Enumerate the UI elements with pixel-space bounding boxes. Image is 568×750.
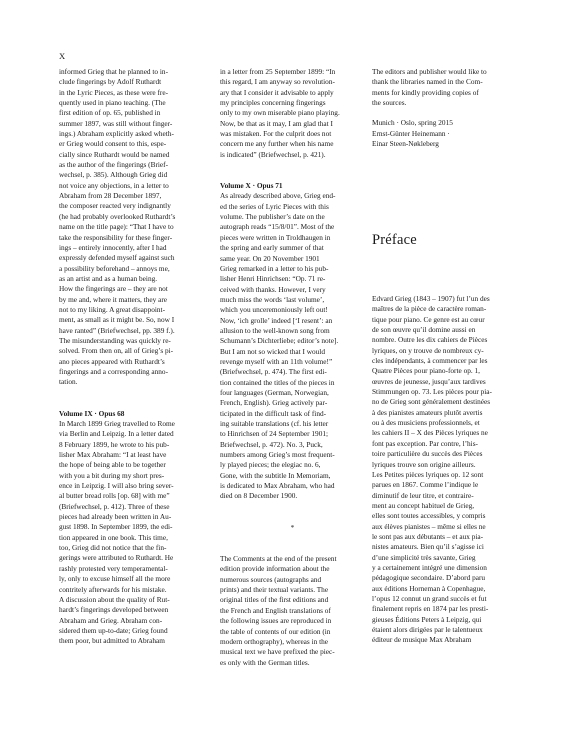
preface-title: Préface [372, 232, 417, 248]
text-line: ano pieces appeared with Ruthardt’s [59, 356, 165, 366]
text-line: The editors and publisher would like to [372, 67, 487, 76]
text-line: my principles concerning fingerings [220, 98, 326, 108]
text-line: Stimmungen op. 73. Les pièces pour pia- [372, 387, 492, 397]
text-line: quently used in piano teaching. (The [59, 98, 166, 108]
text-line: cially since Ruthardt would be named [59, 149, 170, 159]
text-line: contritely afterwards for his mistake. [59, 584, 167, 594]
text-line: finalement repris en 1874 par les presti- [372, 604, 489, 614]
text-line: name on the title page): “That I have to [59, 222, 174, 232]
text-line: modern orthography), whereas in the [220, 636, 328, 646]
text-line: not to my liking. A great disappoint- [59, 304, 166, 314]
column-1 [59, 67, 215, 647]
text-line: fingerings and a corresponding anno- [59, 366, 169, 376]
text-line: them poor, but admitted to Abraham [59, 636, 165, 646]
text-line: which you unceremoniously left out! [220, 305, 328, 315]
text-line: à des pianistes amateurs plutôt avertis [372, 407, 483, 417]
text-line: parues en 1867. Comme l’indique le [372, 480, 479, 490]
text-line: aux élèves pianistes – même si elles ne [372, 521, 486, 531]
text-line: cles indépendants, à commencer par les [372, 356, 488, 366]
text-line: lyriques, on y trouve de nombreux cy- [372, 345, 484, 355]
text-line: ings – entirely innocently, after I had [59, 242, 167, 252]
col1-paragraph-2 [59, 419, 215, 647]
text-line: the spring and early summer of that [220, 243, 324, 253]
text-line: Grieg remarked in a letter to his pub- [220, 263, 329, 273]
text-line: lyriques trouve son origine ailleurs. [372, 459, 476, 469]
text-line: ticipated in the difficult task of find- [220, 408, 327, 418]
text-line: font pas exception. Par contre, l’his- [372, 438, 478, 448]
text-line: musical text we have prefixed the piec- [220, 647, 335, 657]
text-line: ings.) Abraham explicitly asked wheth- [59, 129, 174, 139]
text-line: Einar Steen-Nøkleberg [372, 139, 439, 149]
text-line: clude fingerings by Adolf Ruthardt [59, 77, 162, 87]
text-line: maîtres de la pièce de caractère roman- [372, 304, 487, 314]
text-line: Gone, with the subtitle In Memoriam, [220, 470, 331, 480]
text-line: pieces had already been written in Au- [59, 512, 172, 522]
text-line: étaient alors dirigées par le talentueux [372, 625, 483, 634]
text-line: A discussion about the quality of Rut- [59, 594, 170, 604]
text-line: tion contained the titles of the pieces in [220, 377, 335, 387]
preface-paragraph [372, 294, 512, 646]
text-line: hardt’s fingerings developed between [59, 605, 169, 615]
text-line: the sources. [372, 98, 407, 108]
text-line: de son œuvre qu’il domine aussi en [372, 325, 476, 335]
text-line: the composer reacted very indignantly [59, 201, 171, 211]
text-line: 8 February 1899, he wrote to his pub- [59, 439, 170, 449]
col1-section-heading: Volume IX · Opus 68 [59, 408, 125, 418]
text-line: al butter bread rolls [op. 68] with me” [59, 491, 170, 501]
col2-paragraph-1 [220, 67, 365, 160]
column-3-top [372, 67, 512, 149]
text-line: first edition of op. 65, published in [59, 108, 161, 118]
text-line: no de Grieg sont généralement destinées [372, 397, 491, 407]
text-line: as the author of the fingerings (Brief- [59, 160, 169, 170]
text-line: lisher Max Abraham: “I at least have [59, 450, 167, 460]
text-line: diminutif de leur titre, et contraire- [372, 490, 474, 500]
text-line: prints) and their textual variants. The [220, 585, 329, 595]
text-line: much miss the words ‘last volume’, [220, 294, 325, 304]
text-line: les cahiers II – X des Pièces lyriques ne [372, 428, 488, 438]
col2-paragraph-2 [220, 191, 365, 501]
text-line: ary that I consider it advisable to apply [220, 87, 334, 97]
text-line: gieuses Éditions Peters à Leipzig, qui [372, 614, 482, 624]
text-line: toire particulière du succès des Pièces [372, 449, 483, 459]
text-line: Ernst-Günter Heinemann · [372, 128, 450, 138]
text-line: tion appeared in one book. This time, [59, 532, 168, 542]
text-line: tique pour piano. Ce genre est au cœur [372, 314, 485, 324]
text-line: to Hinrichsen of 24 September 1901; [220, 429, 329, 439]
text-line: l’opus 12 connut un grand succès et fut [372, 593, 487, 603]
text-line: Munich · Oslo, spring 2015 [372, 118, 453, 128]
text-line: as an artist and as a human being. [59, 273, 158, 283]
text-line: not voice any objections, in a letter to [59, 180, 169, 190]
text-line: ing suitable translations (cf. his letter [220, 419, 329, 428]
text-line: ence in Leipzig. I will also bring sever- [59, 481, 174, 491]
text-line: expressly defended myself against such [59, 253, 175, 263]
text-line: allusion to the well-known song from [220, 325, 330, 335]
section-divider-asterisk: * [290, 522, 295, 532]
text-line: same year. On 20 November 1901 [220, 253, 320, 263]
text-line: (he had probably overlooked Ruthardt’s [59, 211, 176, 221]
text-line: the following issues are reproduced in [220, 616, 332, 626]
text-line: is indicated” (Briefwechsel, p. 421). [220, 149, 326, 159]
text-line: But I am not so wicked that I would [220, 346, 325, 356]
text-line: ed the series of Lyric Pieces with this [220, 201, 329, 211]
text-line: éditeur de musique Max Abraham [372, 635, 472, 645]
text-line: ly played pieces; the elegiac no. 6, [220, 460, 321, 470]
text-line: pieces were written in Troldhaugen in [220, 232, 331, 242]
text-line: The misunderstanding was quickly re- [59, 335, 171, 345]
text-line: Now, be that as it may, I am glad that I [220, 118, 333, 128]
text-line: was mistaken. For the culprit does not [220, 129, 332, 139]
text-line: lisher Henri Hinrichsen: “Op. 71 re- [220, 274, 326, 284]
text-line: (Briefwechsel, p. 474). The first edi- [220, 367, 327, 377]
text-line: The Comments at the end of the present [220, 554, 337, 564]
text-line: this regard, I am anyway so revolution- [220, 77, 335, 87]
text-line: nistes amateurs. Bien qu’il s’agisse ici [372, 542, 484, 552]
text-line: informed Grieg that he planned to in- [59, 67, 169, 76]
col2-paragraph-3 [220, 554, 365, 668]
text-line: died on 8 December 1900. [220, 491, 298, 501]
text-line: er Grieg would consent to this, espe- [59, 139, 167, 149]
text-line: in the Lyric Pieces, as these were fre- [59, 87, 169, 97]
text-line: nombre. Outre les dix cahiers de Pièces [372, 335, 488, 345]
text-line: in a letter from 25 September 1899: “In [220, 67, 336, 76]
text-line: sidered them up-to-date; Grieg found [59, 625, 168, 635]
text-line: Briefwechsel, p. 472). No. 3, Puck, [220, 439, 323, 449]
text-line: original titles of the first editions and [220, 595, 329, 605]
text-line: Edvard Grieg (1843 – 1907) fut l’un des [372, 294, 490, 303]
text-line: Schumann’s Dichterliebe; editor’s note]. [220, 336, 339, 346]
text-line: thank the libraries named in the Com- [372, 77, 483, 87]
text-line: gerings were attributed to Ruthardt. He [59, 553, 174, 563]
text-line: the table of contents of our edition (in [220, 626, 331, 636]
text-line: volume. The publisher’s date on the [220, 212, 325, 222]
text-line: autograph reads “15/8/01”. Most of the [220, 222, 335, 232]
text-line: tation. [59, 377, 78, 387]
col1-paragraph-1 [59, 67, 215, 388]
text-line: aux éditions Horneman à Copenhague, [372, 583, 486, 593]
text-line: concern me any further when his name [220, 139, 334, 149]
text-line: y a certainement intégré une dimension [372, 562, 487, 572]
text-line: Les Petites pièces lyriques op. 12 sont [372, 469, 484, 479]
text-line: have ranted” (Briefwechsel, pp. 389 f.). [59, 325, 175, 335]
text-line: is dedicated to Max Abraham, who had [220, 481, 335, 491]
page-number: X [59, 51, 66, 61]
text-line: solved. From then on, all of Grieg’s pi- [59, 346, 174, 356]
text-line: the hope of being able to be together [59, 460, 166, 470]
text-line: numbers among Grieg’s most frequent- [220, 450, 335, 460]
text-line: Now, ‘ich grolle’ indeed [‘I resent’: an [220, 315, 333, 325]
text-line: revenge myself with an 11th volume!” [220, 356, 333, 366]
text-line: How the fingerings are – they are not [59, 284, 168, 294]
text-line: ments for kindly providing copies of [372, 87, 479, 97]
text-line: edition provide information about the [220, 564, 330, 574]
acknowledgements-paragraph [372, 67, 512, 108]
text-line: Abraham from 28 December 1897, [59, 191, 162, 201]
text-line: French, English). Grieg actively par- [220, 398, 328, 408]
text-line: rashly protested very temperamental- [59, 563, 168, 573]
text-line: summer 1897, was still without finger- [59, 118, 173, 128]
text-line: wechsel, p. 385). Although Grieg did [59, 170, 168, 180]
text-line: by me and, where it matters, they are [59, 294, 167, 304]
text-line: ou à des musiciens professionnels, et [372, 418, 480, 428]
text-line: too, Grieg did not notice that the fin- [59, 543, 167, 553]
text-line: Quatre Pièces pour piano-forte op. 1, [372, 366, 480, 376]
text-line: the French and English translations of [220, 605, 331, 615]
text-line: (Briefwechsel, p. 412). Three of these [59, 501, 170, 511]
text-line: numerous sources (autographs and [220, 574, 322, 584]
text-line: d’une simplicité très savante, Grieg [372, 552, 476, 562]
text-line: Abraham and Grieg. Abraham con- [59, 615, 163, 625]
text-line: take the responsibility for these finger- [59, 232, 173, 242]
text-line: ceived with thanks. However, I very [220, 284, 326, 294]
column-2 [220, 67, 365, 668]
column-3-preface [372, 294, 512, 646]
text-line: elles sont toutes accessibles, y compris [372, 511, 486, 521]
text-line: only to my own miserable piano playing. [220, 108, 340, 118]
text-line: le sont pas aux débutants – et aux pia- [372, 531, 484, 541]
text-line: es only with the German titles. [220, 657, 310, 667]
text-line: ment, as small as it might be. So, now I [59, 315, 175, 325]
signoff-block [372, 118, 512, 149]
text-line: via Berlin and Leipzig. In a letter dated [59, 429, 174, 439]
text-line: œuvres de jeunesse, jusqu’aux tardives [372, 376, 486, 386]
text-line: ment au concept habituel de Grieg, [372, 500, 475, 510]
text-line: As already described above, Grieg end- [220, 191, 336, 201]
text-line: four languages (German, Norwegian, [220, 387, 329, 397]
text-line: a possibility beforehand – annoys me, [59, 263, 170, 273]
text-line: with you a bit during my short pres- [59, 470, 165, 480]
text-line: pédagogique secondaire. D’abord paru [372, 573, 486, 583]
text-line: ly, only to excuse himself all the more [59, 574, 171, 584]
text-line: In March 1899 Grieg travelled to Rome [59, 419, 175, 428]
col2-section-heading: Volume X · Opus 71 [220, 181, 283, 191]
text-line: gust 1898. In September 1899, the edi- [59, 522, 173, 532]
